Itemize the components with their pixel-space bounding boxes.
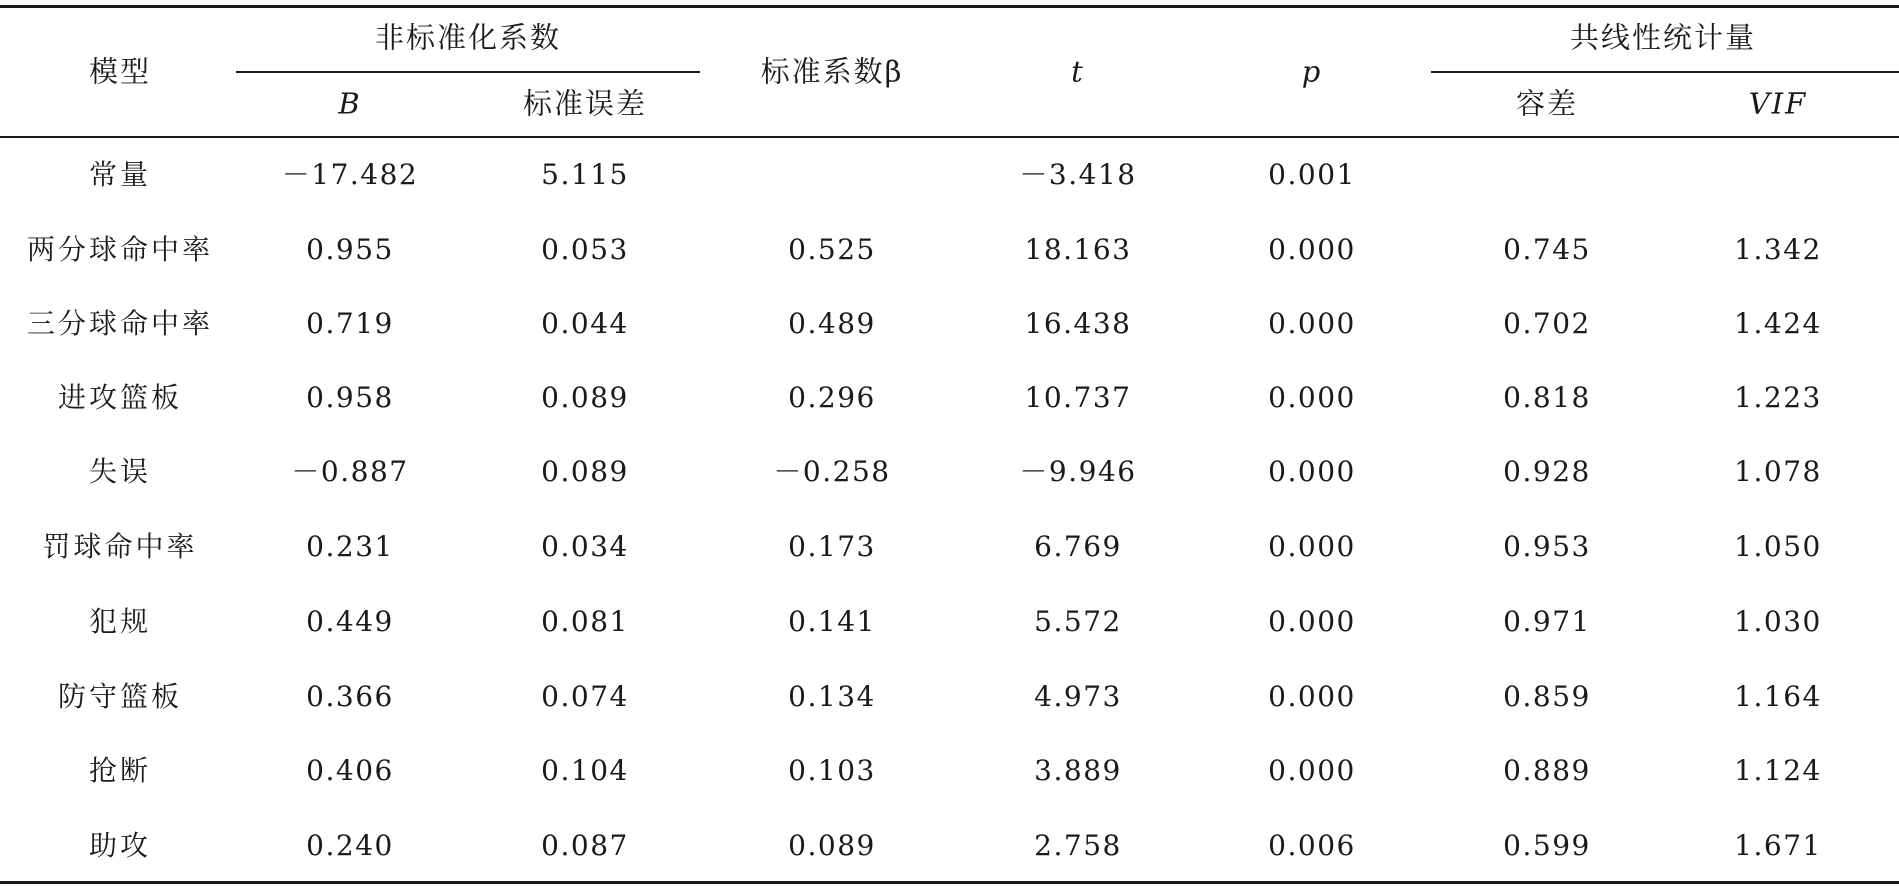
header-b: B bbox=[338, 86, 362, 121]
cell-t: 5.572 bbox=[1034, 605, 1122, 638]
cell-t: －9.946 bbox=[1019, 455, 1137, 488]
cell-vif: 1.342 bbox=[1734, 233, 1822, 266]
cell-p: 0.000 bbox=[1268, 233, 1356, 266]
cell-vif: 1.164 bbox=[1734, 680, 1822, 713]
cell-b: 0.366 bbox=[306, 680, 394, 713]
cell-p: 0.000 bbox=[1268, 754, 1356, 787]
cell-std-error: 0.087 bbox=[541, 829, 629, 862]
cell-tolerance: 0.702 bbox=[1503, 307, 1591, 340]
cell-std-error: 0.034 bbox=[541, 530, 629, 563]
cell-tolerance: 0.599 bbox=[1503, 829, 1591, 862]
cell-std-error: 0.081 bbox=[541, 605, 629, 638]
cell-tolerance: 0.953 bbox=[1503, 530, 1591, 563]
cell-tolerance: 0.818 bbox=[1503, 381, 1591, 414]
cell-beta: 0.489 bbox=[788, 307, 876, 340]
row-label: 助攻 bbox=[88, 829, 152, 862]
row-label: 失误 bbox=[88, 455, 152, 488]
cell-beta: 0.103 bbox=[788, 754, 876, 787]
cell-p: 0.000 bbox=[1268, 455, 1356, 488]
header-unstd-coefficients: 非标准化系数 bbox=[374, 20, 562, 55]
cell-std-error: 5.115 bbox=[541, 158, 629, 191]
cell-p: 0.000 bbox=[1268, 680, 1356, 713]
header-bottom-rule bbox=[0, 136, 1899, 138]
header-model: 模型 bbox=[88, 54, 152, 89]
cell-b: 0.449 bbox=[306, 605, 394, 638]
cell-beta: 0.134 bbox=[788, 680, 876, 713]
row-label: 进攻篮板 bbox=[57, 381, 183, 414]
header-tolerance: 容差 bbox=[1515, 86, 1579, 121]
cell-std-error: 0.089 bbox=[541, 381, 629, 414]
cell-vif: 1.050 bbox=[1734, 530, 1822, 563]
header-std-coefficient: 标准系数β bbox=[760, 54, 904, 89]
cell-b: 0.240 bbox=[306, 829, 394, 862]
cell-t: －3.418 bbox=[1019, 158, 1137, 191]
cell-beta: 0.089 bbox=[788, 829, 876, 862]
header-t: t bbox=[1071, 54, 1085, 89]
cell-b: 0.958 bbox=[306, 381, 394, 414]
cell-b: 0.955 bbox=[306, 233, 394, 266]
cell-vif: 1.124 bbox=[1734, 754, 1822, 787]
header-std-error: 标准误差 bbox=[522, 86, 648, 121]
cell-p: 0.001 bbox=[1268, 158, 1356, 191]
row-label: 罚球命中率 bbox=[42, 530, 198, 563]
cell-p: 0.000 bbox=[1268, 307, 1356, 340]
cell-p: 0.006 bbox=[1268, 829, 1356, 862]
cell-t: 3.889 bbox=[1034, 754, 1122, 787]
cell-beta: 0.296 bbox=[788, 381, 876, 414]
row-label: 常量 bbox=[88, 158, 152, 191]
cell-vif: 1.223 bbox=[1734, 381, 1822, 414]
cell-b: 0.719 bbox=[306, 307, 394, 340]
cell-beta: 0.141 bbox=[788, 605, 876, 638]
cell-t: 2.758 bbox=[1034, 829, 1122, 862]
cell-tolerance: 0.889 bbox=[1503, 754, 1591, 787]
cell-t: 4.973 bbox=[1034, 680, 1122, 713]
cell-std-error: 0.044 bbox=[541, 307, 629, 340]
cell-beta: －0.258 bbox=[773, 455, 891, 488]
cell-t: 10.737 bbox=[1024, 381, 1132, 414]
cell-std-error: 0.074 bbox=[541, 680, 629, 713]
row-label: 三分球命中率 bbox=[26, 307, 214, 340]
cell-std-error: 0.053 bbox=[541, 233, 629, 266]
cell-b: －17.482 bbox=[281, 158, 419, 191]
cell-p: 0.000 bbox=[1268, 605, 1356, 638]
unstd-group-underline bbox=[236, 71, 700, 73]
cell-vif: 1.671 bbox=[1734, 829, 1822, 862]
cell-vif: 1.424 bbox=[1734, 307, 1822, 340]
cell-beta: 0.525 bbox=[788, 233, 876, 266]
table-bottom-rule bbox=[0, 881, 1899, 884]
row-label: 两分球命中率 bbox=[26, 233, 214, 266]
row-label: 犯规 bbox=[88, 605, 152, 638]
cell-t: 6.769 bbox=[1034, 530, 1122, 563]
cell-vif: 1.030 bbox=[1734, 605, 1822, 638]
row-label: 防守篮板 bbox=[57, 680, 183, 713]
cell-tolerance: 0.971 bbox=[1503, 605, 1591, 638]
cell-std-error: 0.089 bbox=[541, 455, 629, 488]
cell-t: 18.163 bbox=[1024, 233, 1132, 266]
cell-t: 16.438 bbox=[1024, 307, 1132, 340]
cell-b: －0.887 bbox=[291, 455, 409, 488]
cell-tolerance: 0.859 bbox=[1503, 680, 1591, 713]
cell-p: 0.000 bbox=[1268, 381, 1356, 414]
cell-p: 0.000 bbox=[1268, 530, 1356, 563]
cell-tolerance: 0.928 bbox=[1503, 455, 1591, 488]
collinearity-group-underline bbox=[1431, 71, 1899, 73]
cell-tolerance: 0.745 bbox=[1503, 233, 1591, 266]
table-top-rule bbox=[0, 5, 1899, 8]
cell-std-error: 0.104 bbox=[541, 754, 629, 787]
cell-b: 0.406 bbox=[306, 754, 394, 787]
row-label: 抢断 bbox=[88, 754, 152, 787]
cell-vif: 1.078 bbox=[1734, 455, 1822, 488]
header-p: p bbox=[1301, 54, 1323, 89]
cell-beta: 0.173 bbox=[788, 530, 876, 563]
cell-b: 0.231 bbox=[306, 530, 394, 563]
header-vif: VIF bbox=[1748, 86, 1808, 121]
header-collinearity-statistics: 共线性统计量 bbox=[1569, 20, 1757, 55]
